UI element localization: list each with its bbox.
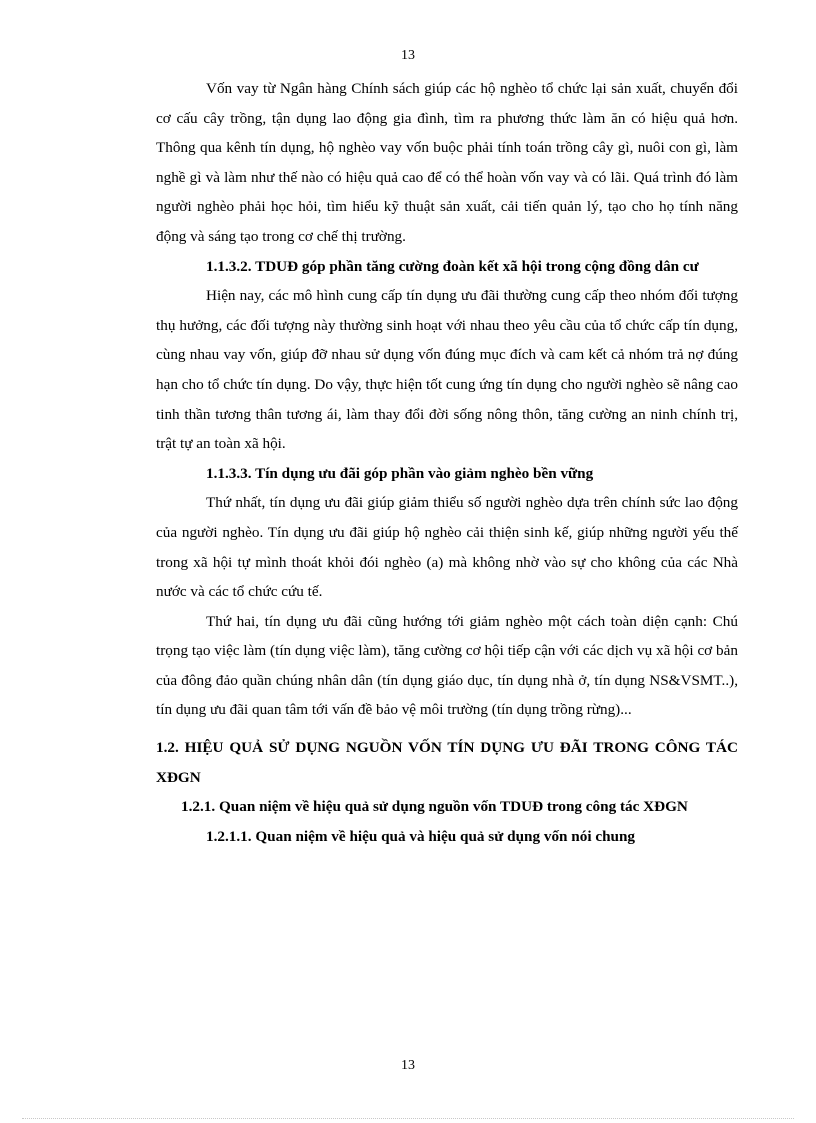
paragraph-policy-bank-loans: Vốn vay từ Ngân hàng Chính sách giúp các hộ nghèo tổ chức lại sản xuất, chuyển đổi cơ cấu cây trồng, tận dụng lao động gia đình, tìm ra phương thức làm ăn có hiệu quả hơn. Thông qua kênh tín dụng, hộ nghèo vay vốn buộc phải tính toán trồng cây gì, nuôi con gì, làm nghề gì và làm như thế nào có hiệu quả cao để có thể hoàn vốn vay và có lãi. Quá trình đó làm người nghèo phải học hỏi, tìm hiểu kỹ thuật sản xuất, cải tiến quản lý, tạo cho họ tính năng động và sáng tạo trong cơ chế thị trường. [156, 80, 738, 245]
page-number-bottom: 13 [401, 1058, 415, 1073]
heading-1-1-3-3: 1.1.3.3. Tín dụng ưu đãi góp phần vào giảm nghèo bền vững [206, 464, 594, 482]
heading-1-2-1-1: 1.2.1.1. Quan niệm về hiệu quả và hiệu quả sử dụng vốn nói chung [206, 827, 636, 845]
heading-1-2: 1.2. HIỆU QUẢ SỬ DỤNG NGUỒN VỐN TÍN DỤNG ƯU ĐÃI TRONG CÔNG TÁC XĐGN [156, 739, 738, 786]
document-body [156, 74, 738, 851]
paragraph-first-point: Thứ nhất, tín dụng ưu đãi giúp giảm thiểu số người nghèo dựa trên chính sức lao động của người nghèo. Tín dụng ưu đãi giúp hộ nghèo cải thiện sinh kế, giúp những người yếu thế trong xã hội tự mình thoát khỏi đói nghèo (a) mà không nhờ vào sự cho không của các Nhà nước và các tổ chức cứu tế. [156, 494, 738, 601]
heading-1-2-1: 1.2.1. Quan niệm về hiệu quả sử dụng nguồn vốn TDUĐ trong công tác XĐGN [181, 798, 688, 816]
page-bottom-divider [22, 1118, 794, 1119]
paragraph-second-point: Thứ hai, tín dụng ưu đãi cũng hướng tới giảm nghèo một cách toàn diện cạnh: Chú trọng tạo việc làm (tín dụng việc làm), tăng cường cơ hội tiếp cận với các dịch vụ xã hội cơ bản của đông đảo quần chúng nhân dân (tín dụng giáo dục, tín dụng nhà ở, tín dụng NS&VSMT..), tín dụng ưu đãi quan tâm tới vấn đề bảo vệ môi trường (tín dụng trồng rừng)... [156, 612, 738, 719]
heading-1-1-3-2: 1.1.3.2. TDUĐ góp phần tăng cường đoàn kết xã hội trong cộng đồng dân cư [206, 257, 699, 275]
paragraph-community-solidarity: Hiện nay, các mô hình cung cấp tín dụng ưu đãi thường cung cấp theo nhóm đối tượng thụ hưởng, các đối tượng này thường sinh hoạt với nhau theo yêu cầu của tổ chức cấp tín dụng, cùng nhau vay vốn, giúp đỡ nhau sử dụng vốn đúng mục đích và cam kết cả nhóm trả nợ đúng hạn cho tổ chức tín dụng. Do vậy, thực hiện tốt cung ứng tín dụng cho người nghèo sẽ nâng cao tinh thần tương thân tương ái, làm thay đổi đời sống nông thôn, tăng cường an ninh chính trị, trật tự an toàn xã hội. [156, 287, 738, 453]
page-number-top: 13 [401, 48, 415, 63]
